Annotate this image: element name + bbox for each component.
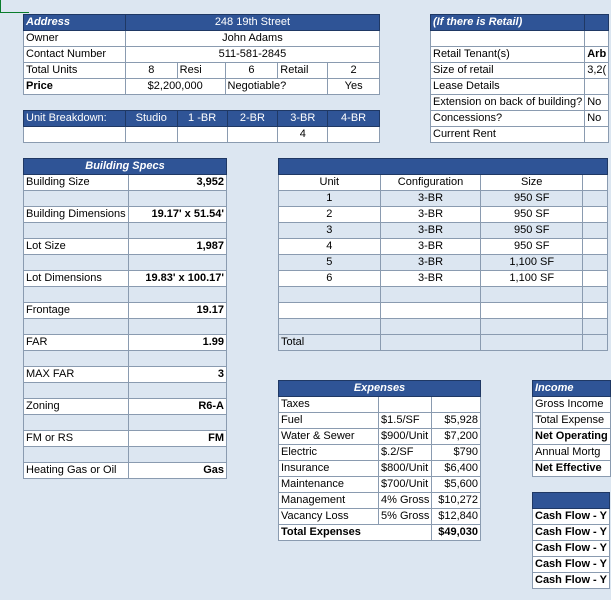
breakdown-value[interactable] — [328, 127, 380, 143]
owner-value[interactable]: John Adams — [125, 31, 379, 47]
breakdown-value[interactable] — [227, 127, 278, 143]
expense-basis[interactable]: $1.5/SF — [379, 413, 432, 429]
income-row[interactable]: Net Operating — [533, 429, 611, 445]
expense-amount[interactable]: $7,200 — [432, 429, 481, 445]
retail-table — [430, 14, 609, 143]
cashflow-row[interactable]: Cash Flow - Y — [533, 573, 610, 589]
income-row[interactable]: Total Expense — [533, 413, 611, 429]
unit-config[interactable]: 3-BR — [380, 223, 481, 239]
spec-spacer[interactable] — [24, 351, 129, 367]
unit-number[interactable]: 5 — [279, 255, 381, 271]
cashflow-row[interactable]: Cash Flow - Y — [533, 557, 610, 573]
expense-label[interactable]: Taxes — [279, 397, 379, 413]
units-header[interactable]: Size — [481, 175, 583, 191]
spec-spacer[interactable] — [128, 255, 226, 271]
units-table — [278, 158, 608, 351]
retail-row-value[interactable] — [585, 79, 609, 95]
spec-value[interactable]: Gas — [128, 463, 226, 479]
unit-empty[interactable] — [279, 303, 381, 319]
unit-config[interactable]: 3-BR — [380, 271, 481, 287]
breakdown-header[interactable]: 4-BR — [328, 111, 380, 127]
income-row[interactable]: Gross Income — [533, 397, 611, 413]
retail-label[interactable]: Retail — [278, 63, 328, 79]
units-header[interactable]: Unit — [279, 175, 381, 191]
cashflow-row[interactable]: Cash Flow - Y — [533, 509, 610, 525]
cashflow-table — [532, 492, 610, 589]
price-label[interactable]: Price — [24, 79, 126, 95]
spec-label[interactable]: Lot Size — [24, 239, 129, 255]
income-row[interactable]: Net Effective — [533, 461, 611, 477]
unit-number[interactable]: 4 — [279, 239, 381, 255]
expense-basis[interactable]: $800/Unit — [379, 461, 432, 477]
breakdown-value[interactable] — [125, 127, 177, 143]
spec-spacer[interactable] — [24, 191, 129, 207]
retail-value[interactable]: 2 — [328, 63, 380, 79]
retail-title-blank[interactable] — [585, 15, 609, 31]
spec-spacer[interactable] — [24, 447, 129, 463]
units-total-size[interactable] — [481, 335, 583, 351]
building-specs-table — [23, 158, 227, 479]
spec-value[interactable]: 3 — [128, 367, 226, 383]
contact-value[interactable]: 511-581-2845 — [125, 47, 379, 63]
contact-label[interactable]: Contact Number — [24, 47, 126, 63]
spec-spacer[interactable] — [128, 351, 226, 367]
unit-number[interactable]: 1 — [279, 191, 381, 207]
expense-amount[interactable] — [432, 397, 481, 413]
unit-size[interactable]: 950 SF — [481, 207, 583, 223]
spec-spacer[interactable] — [128, 287, 226, 303]
retail-row-value[interactable]: No — [585, 95, 609, 111]
retail-title[interactable]: (If there is Retail) — [431, 15, 585, 31]
unit-size[interactable]: 1,100 SF — [481, 255, 583, 271]
spec-label[interactable]: Heating Gas or Oil — [24, 463, 129, 479]
expenses-title[interactable]: Expenses — [279, 381, 481, 397]
retail-row-label[interactable]: Lease Details — [431, 79, 585, 95]
expense-label[interactable]: Electric — [279, 445, 379, 461]
unit-breakdown-label[interactable]: Unit Breakdown: — [24, 111, 126, 127]
total-expenses-label[interactable]: Total Expenses — [279, 525, 432, 541]
expense-basis[interactable]: 5% Gross — [379, 509, 432, 525]
expenses-table — [278, 380, 481, 541]
unit-empty[interactable] — [279, 319, 381, 335]
spec-spacer[interactable] — [128, 415, 226, 431]
unit-extra[interactable] — [583, 191, 608, 207]
breakdown-blank[interactable] — [24, 127, 126, 143]
spec-spacer[interactable] — [24, 223, 129, 239]
spec-spacer[interactable] — [24, 287, 129, 303]
unit-empty[interactable] — [380, 303, 481, 319]
spec-spacer[interactable] — [128, 383, 226, 399]
expense-basis[interactable]: $700/Unit — [379, 477, 432, 493]
spec-label[interactable]: Zoning — [24, 399, 129, 415]
unit-size[interactable]: 950 SF — [481, 239, 583, 255]
unit-extra[interactable] — [583, 255, 608, 271]
unit-empty[interactable] — [279, 287, 381, 303]
address-label[interactable]: Address — [24, 15, 126, 31]
unit-size[interactable]: 950 SF — [481, 223, 583, 239]
unit-empty[interactable] — [481, 287, 583, 303]
expense-label[interactable]: Water & Sewer — [279, 429, 379, 445]
breakdown-header[interactable]: 2-BR — [227, 111, 278, 127]
spec-spacer[interactable] — [24, 415, 129, 431]
expense-label[interactable]: Maintenance — [279, 477, 379, 493]
unit-extra[interactable] — [583, 271, 608, 287]
cashflow-title-bar[interactable] — [533, 493, 610, 509]
cashflow-row[interactable]: Cash Flow - Y — [533, 525, 610, 541]
expense-label[interactable]: Fuel — [279, 413, 379, 429]
expense-label[interactable]: Vacancy Loss — [279, 509, 379, 525]
spec-label[interactable]: Frontage — [24, 303, 129, 319]
unit-number[interactable]: 6 — [279, 271, 381, 287]
breakdown-value[interactable]: 4 — [278, 127, 328, 143]
expense-label[interactable]: Management — [279, 493, 379, 509]
units-total-label[interactable]: Total — [279, 335, 381, 351]
unit-empty[interactable] — [583, 319, 608, 335]
unit-empty[interactable] — [380, 287, 481, 303]
spec-label[interactable]: MAX FAR — [24, 367, 129, 383]
negotiable-label[interactable]: Negotiable? — [225, 79, 328, 95]
expense-amount[interactable]: $6,400 — [432, 461, 481, 477]
unit-number[interactable]: 2 — [279, 207, 381, 223]
spec-spacer[interactable] — [24, 255, 129, 271]
retail-row-label[interactable]: Extension on back of building? — [431, 95, 585, 111]
resi-value[interactable]: 6 — [225, 63, 278, 79]
unit-config[interactable]: 3-BR — [380, 207, 481, 223]
unit-size[interactable]: 950 SF — [481, 191, 583, 207]
spec-value[interactable]: 19.17 — [128, 303, 226, 319]
expense-amount[interactable]: $5,928 — [432, 413, 481, 429]
expense-amount[interactable]: $790 — [432, 445, 481, 461]
income-title[interactable]: Income — [533, 381, 611, 397]
spec-value[interactable]: 1,987 — [128, 239, 226, 255]
spec-spacer[interactable] — [128, 223, 226, 239]
unit-empty[interactable] — [481, 303, 583, 319]
units-header[interactable]: Configuration — [380, 175, 481, 191]
expense-label[interactable]: Insurance — [279, 461, 379, 477]
negotiable-value[interactable]: Yes — [328, 79, 380, 95]
expense-basis[interactable]: $.2/SF — [379, 445, 432, 461]
expense-amount[interactable]: $5,600 — [432, 477, 481, 493]
breakdown-header[interactable]: Studio — [125, 111, 177, 127]
spec-value[interactable]: R6-A — [128, 399, 226, 415]
breakdown-value[interactable] — [177, 127, 227, 143]
spec-value[interactable]: 19.17' x 51.54' — [128, 207, 226, 223]
total-units-value[interactable]: 8 — [125, 63, 177, 79]
spec-spacer[interactable] — [24, 319, 129, 335]
spec-label[interactable]: FAR — [24, 335, 129, 351]
unit-empty[interactable] — [481, 319, 583, 335]
spec-label[interactable]: Building Dimensions — [24, 207, 129, 223]
building-specs-title[interactable]: Building Specs — [24, 159, 227, 175]
breakdown-header[interactable]: 1 -BR — [177, 111, 227, 127]
spec-label[interactable]: Building Size — [24, 175, 129, 191]
unit-config[interactable]: 3-BR — [380, 255, 481, 271]
spec-spacer[interactable] — [128, 447, 226, 463]
address-value[interactable]: 248 19th Street — [125, 15, 379, 31]
retail-blank-row[interactable] — [431, 31, 585, 47]
spec-label[interactable]: Lot Dimensions — [24, 271, 129, 287]
spec-spacer[interactable] — [24, 383, 129, 399]
spec-value[interactable]: 3,952 — [128, 175, 226, 191]
retail-row-value[interactable]: Arb — [585, 47, 609, 63]
retail-row-value[interactable] — [585, 127, 609, 143]
spec-value[interactable]: 19.83' x 100.17' — [128, 271, 226, 287]
retail-blank-cell[interactable] — [585, 31, 609, 47]
cashflow-row[interactable]: Cash Flow - Y — [533, 541, 610, 557]
income-row[interactable]: Annual Mortg — [533, 445, 611, 461]
unit-size[interactable]: 1,100 SF — [481, 271, 583, 287]
spec-label[interactable]: FM or RS — [24, 431, 129, 447]
retail-row-label[interactable]: Current Rent — [431, 127, 585, 143]
expense-amount[interactable]: $12,840 — [432, 509, 481, 525]
unit-config[interactable]: 3-BR — [380, 239, 481, 255]
units-header-extra[interactable] — [583, 175, 608, 191]
spec-spacer[interactable] — [128, 191, 226, 207]
income-table — [532, 380, 611, 477]
retail-row-label[interactable]: Size of retail — [431, 63, 585, 79]
units-total-config[interactable] — [380, 335, 481, 351]
unit-extra[interactable] — [583, 239, 608, 255]
expense-basis[interactable]: 4% Gross — [379, 493, 432, 509]
selected-cell-corner — [0, 0, 29, 13]
total-expenses-value[interactable]: $49,030 — [432, 525, 481, 541]
units-total-extra[interactable] — [583, 335, 608, 351]
retail-row-label[interactable]: Retail Tenant(s) — [431, 47, 585, 63]
units-title-bar[interactable] — [279, 159, 608, 175]
spec-spacer[interactable] — [128, 319, 226, 335]
property-info-table — [23, 14, 380, 95]
unit-number[interactable]: 3 — [279, 223, 381, 239]
retail-row-value[interactable]: 3,2( — [585, 63, 609, 79]
retail-row-value[interactable]: No — [585, 111, 609, 127]
price-value[interactable]: $2,200,000 — [125, 79, 225, 95]
owner-label[interactable]: Owner — [24, 31, 126, 47]
unit-empty[interactable] — [583, 287, 608, 303]
spec-value[interactable]: 1.99 — [128, 335, 226, 351]
total-units-label[interactable]: Total Units — [24, 63, 126, 79]
unit-empty[interactable] — [583, 303, 608, 319]
expense-basis[interactable] — [379, 397, 432, 413]
unit-extra[interactable] — [583, 223, 608, 239]
spec-value[interactable]: FM — [128, 431, 226, 447]
breakdown-header[interactable]: 3-BR — [278, 111, 328, 127]
expense-basis[interactable]: $900/Unit — [379, 429, 432, 445]
unit-extra[interactable] — [583, 207, 608, 223]
unit-breakdown-table — [23, 110, 380, 143]
expense-amount[interactable]: $10,272 — [432, 493, 481, 509]
unit-config[interactable]: 3-BR — [380, 191, 481, 207]
unit-empty[interactable] — [380, 319, 481, 335]
resi-label[interactable]: Resi — [177, 63, 225, 79]
retail-row-label[interactable]: Concessions? — [431, 111, 585, 127]
